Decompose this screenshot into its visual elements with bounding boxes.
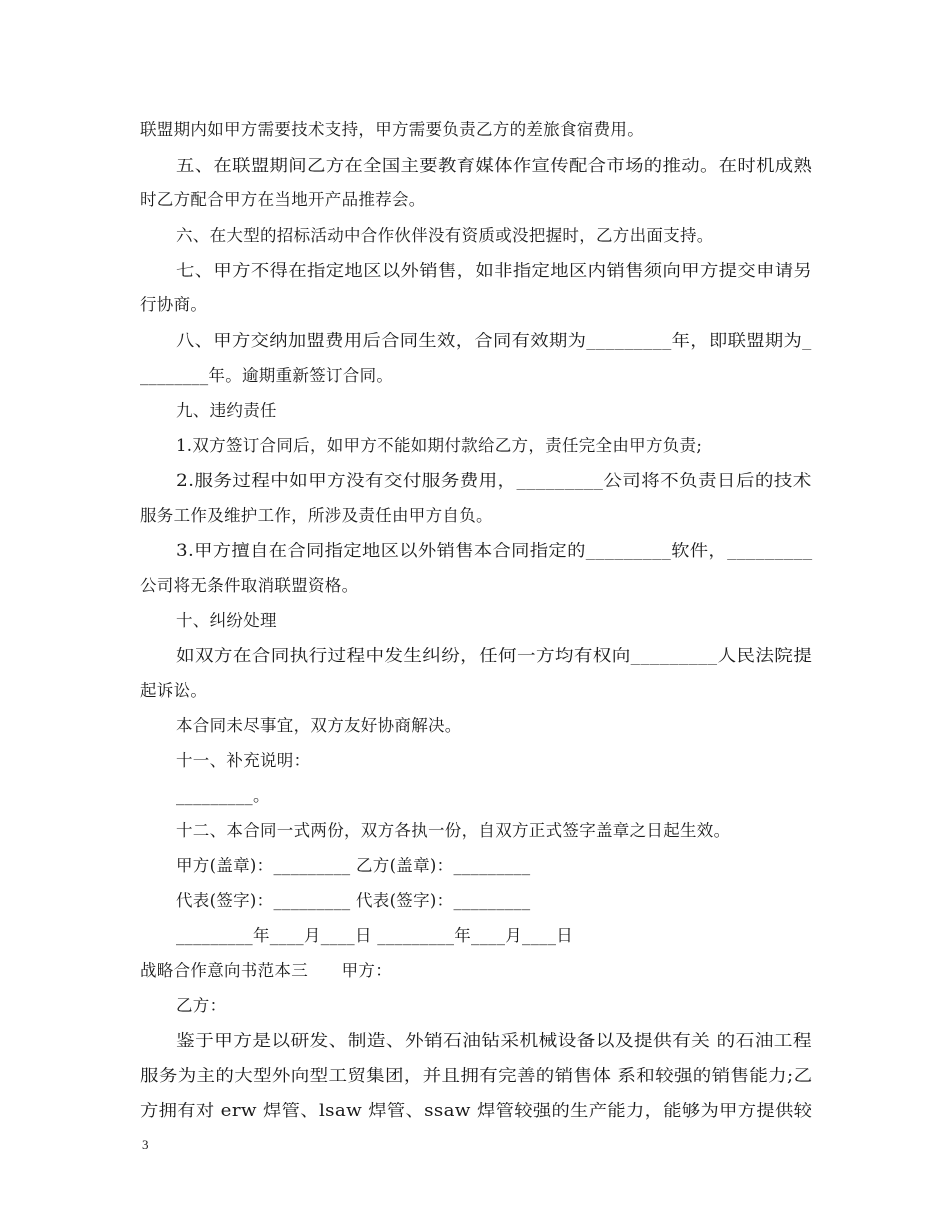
text-line: 行协商。 xyxy=(140,295,208,314)
text-line: 八、甲方交纳加盟费用后合同生效，合同有效期为_________年，即联盟期为_ xyxy=(176,331,812,350)
text-line: 如双方在合同执行过程中发生纠纷，任何一方均有权向_________人民法院提 xyxy=(176,646,813,665)
text-line: 战略合作意向书范本三 甲方： xyxy=(140,961,392,980)
text-line: _________。 xyxy=(176,786,270,805)
text-line: 服务工作及维护工作，所涉及责任由甲方自负。 xyxy=(140,506,493,525)
text-line: 鉴于甲方是以研发、制造、外销石油钻采机械设备以及提供有关 的石油工程 xyxy=(176,1031,812,1050)
section-heading: 九、违约责任 xyxy=(176,401,277,420)
text-line: 十二、本合同一式两份，双方各执一份，自双方正式签字盖章之日起生效。 xyxy=(176,821,731,840)
text-line: 3.甲方擅自在合同指定地区以外销售本合同指定的_________软件，_________ xyxy=(176,541,813,560)
text-line: 时乙方配合甲方在当地开产品推荐会。 xyxy=(140,190,426,209)
text-line: 六、在大型的招标活动中合作伙伴没有资质或没把握时，乙方出面支持。 xyxy=(176,226,714,245)
text-line: 联盟期内如甲方需要技术支持，甲方需要负责乙方的差旅食宿费用。 xyxy=(140,120,644,139)
signature-line: 代表(签字)：_________ 代表(签字)：_________ xyxy=(176,891,531,910)
text-line: 起诉讼。 xyxy=(140,681,208,700)
text-line: 七、甲方不得在指定地区以外销售，如非指定地区内销售须向甲方提交申请另 xyxy=(176,261,813,280)
text-line: 乙方： xyxy=(176,996,227,1015)
text-line: 本合同未尽事宜，双方友好协商解决。 xyxy=(176,716,462,735)
page-number: 3 xyxy=(142,1137,149,1152)
date-line: _________年____月____日 _________年____月____日 xyxy=(176,926,574,945)
section-heading: 十、纠纷处理 xyxy=(176,611,277,630)
signature-line: 甲方(盖章)：_________ 乙方(盖章)：_________ xyxy=(176,856,531,875)
text-line: 1.双方签订合同后，如甲方不能如期付款给乙方，责任完全由甲方负责; xyxy=(176,436,703,455)
text-line: ________年。逾期重新签订合同。 xyxy=(140,366,394,385)
text-line: 2.服务过程中如甲方没有交付服务费用，_________公司将不负责日后的技术 xyxy=(176,471,812,490)
text-line: 服务为主的大型外向型工贸集团，并且拥有完善的销售体 系和较强的销售能力;乙 xyxy=(140,1066,813,1085)
text-line: 五、在联盟期间乙方在全国主要教育媒体作宣传配合市场的推动。在时机成熟 xyxy=(176,156,813,175)
text-line: 公司将无条件取消联盟资格。 xyxy=(140,576,359,595)
text-line: 方拥有对 erw 焊管、lsaw 焊管、ssaw 焊管较强的生产能力，能够为甲方提供较 xyxy=(140,1101,813,1120)
section-heading: 十一、补充说明： xyxy=(176,751,311,770)
